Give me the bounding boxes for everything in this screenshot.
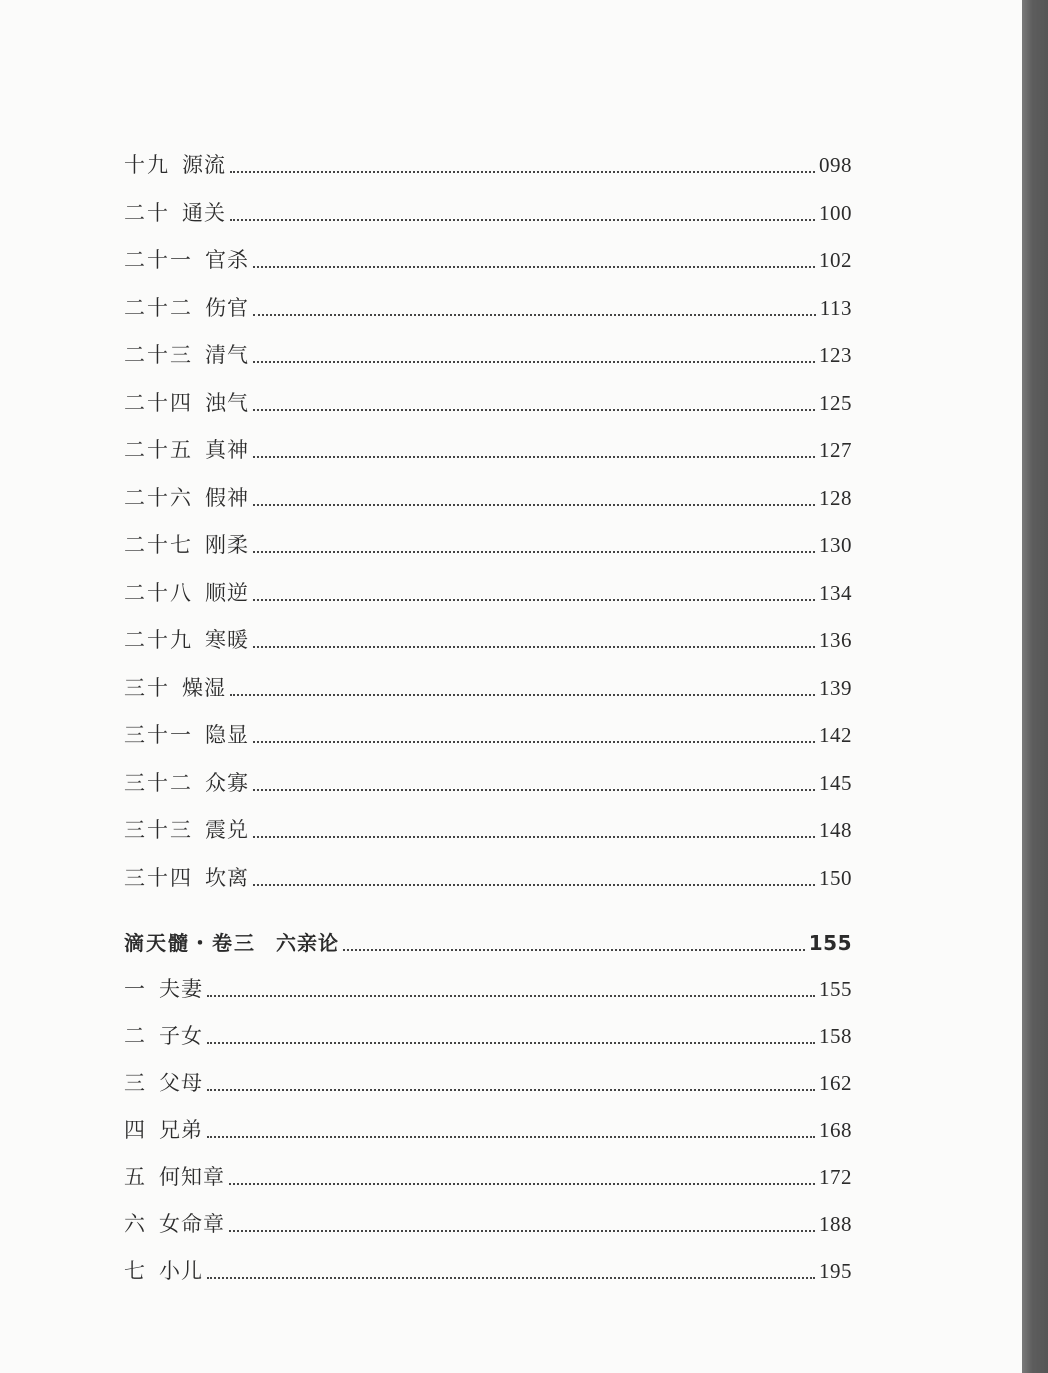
dot-leader <box>253 314 816 316</box>
entry-number: 二十 <box>124 201 170 225</box>
toc-entry[interactable] <box>124 1019 852 1049</box>
entry-page-number: 113 <box>819 296 852 320</box>
entry-title: 女命章 <box>159 1212 225 1236</box>
toc-entry[interactable] <box>124 243 852 273</box>
dot-leader <box>253 884 815 886</box>
scan-border <box>1022 0 1048 1373</box>
entry-number: 三 <box>124 1071 147 1095</box>
entry-number: 二十五 <box>124 438 193 462</box>
toc-entry[interactable] <box>124 196 852 226</box>
toc-entry[interactable] <box>124 576 852 606</box>
entry-page-number: 148 <box>819 818 852 842</box>
entry-number: 十九 <box>124 153 170 177</box>
entry-title: 隐显 <box>205 723 249 747</box>
entry-page-number: 127 <box>819 438 852 462</box>
entry-title: 燥湿 <box>182 676 226 700</box>
entry-title: 通关 <box>182 201 226 225</box>
entry-title: 源流 <box>182 153 226 177</box>
entry-page-number: 158 <box>819 1024 852 1048</box>
entry-page-number: 195 <box>819 1259 852 1283</box>
entry-title: 刚柔 <box>205 533 249 557</box>
entry-title: 清气 <box>205 343 249 367</box>
entry-title: 浊气 <box>205 391 249 415</box>
entry-number: 三十 <box>124 676 170 700</box>
dot-leader <box>253 646 815 648</box>
entry-title: 真神 <box>205 438 249 462</box>
entry-page-number: 145 <box>819 771 852 795</box>
dot-leader <box>230 171 815 173</box>
entry-title: 兄弟 <box>159 1118 203 1142</box>
toc-entry[interactable] <box>124 481 852 511</box>
entry-page-number: 130 <box>819 533 852 557</box>
entry-number: 二十三 <box>124 343 193 367</box>
entry-title: 官杀 <box>205 248 249 272</box>
toc-entry[interactable] <box>124 671 852 701</box>
entry-page-number: 172 <box>819 1165 852 1189</box>
dot-leader <box>253 361 815 363</box>
entry-page-number: 188 <box>819 1212 852 1236</box>
entry-number: 五 <box>124 1165 147 1189</box>
dot-leader <box>230 219 815 221</box>
dot-leader <box>253 741 815 743</box>
entry-title: 众寡 <box>205 771 249 795</box>
dot-leader <box>253 456 815 458</box>
entry-number: 三十三 <box>124 818 193 842</box>
dot-leader <box>229 1183 815 1185</box>
entry-page-number: 102 <box>819 248 852 272</box>
toc-entry[interactable] <box>124 528 852 558</box>
dot-leader <box>253 266 815 268</box>
dot-leader <box>253 599 815 601</box>
entry-title: 假神 <box>205 486 249 510</box>
toc-entry[interactable] <box>124 148 852 178</box>
dot-leader <box>207 1042 815 1044</box>
entry-page-number: 142 <box>819 723 852 747</box>
entry-number: 二 <box>124 1024 147 1048</box>
entry-page-number: 098 <box>819 153 852 177</box>
dot-leader <box>207 1089 815 1091</box>
toc-entry[interactable] <box>124 813 852 843</box>
entry-number: 二十九 <box>124 628 193 652</box>
entry-page-number: 123 <box>819 343 852 367</box>
toc-entry[interactable] <box>124 1113 852 1143</box>
entry-title: 子女 <box>159 1024 203 1048</box>
entry-title: 小儿 <box>159 1259 203 1283</box>
entry-number: 三十二 <box>124 771 193 795</box>
entry-number: 三十四 <box>124 866 193 890</box>
entry-number: 二十二 <box>124 296 193 320</box>
entry-page-number: 162 <box>819 1071 852 1095</box>
entry-title: 顺逆 <box>205 581 249 605</box>
dot-leader <box>207 1136 815 1138</box>
entry-page-number: 139 <box>819 676 852 700</box>
toc-entry[interactable] <box>124 766 852 796</box>
entry-number: 二十七 <box>124 533 193 557</box>
dot-leader <box>253 551 815 553</box>
entry-title: 寒暖 <box>205 628 249 652</box>
entry-number: 二十八 <box>124 581 193 605</box>
entry-title: 坎离 <box>205 866 249 890</box>
dot-leader <box>343 949 805 951</box>
dot-leader <box>253 789 815 791</box>
entry-title: 父母 <box>159 1071 203 1095</box>
entry-page-number: 150 <box>819 866 852 890</box>
section-page-number: 155 <box>808 931 852 955</box>
toc-entry[interactable] <box>124 623 852 653</box>
entry-number: 二十四 <box>124 391 193 415</box>
toc-entry[interactable] <box>124 1160 852 1190</box>
entry-title: 伤官 <box>205 296 249 320</box>
entry-page-number: 100 <box>819 201 852 225</box>
toc-section-heading[interactable] <box>124 926 852 956</box>
toc-entry[interactable] <box>124 972 852 1002</box>
entry-page-number: 134 <box>819 581 852 605</box>
dot-leader <box>207 1277 815 1279</box>
entry-number: 二十六 <box>124 486 193 510</box>
toc-entry[interactable] <box>124 433 852 463</box>
toc-entry[interactable] <box>124 1254 852 1284</box>
entry-number: 六 <box>124 1212 147 1236</box>
entry-page-number: 168 <box>819 1118 852 1142</box>
toc-entry[interactable] <box>124 291 852 321</box>
entry-page-number: 125 <box>819 391 852 415</box>
entry-page-number: 128 <box>819 486 852 510</box>
toc-entry[interactable] <box>124 1066 852 1096</box>
entry-number: 四 <box>124 1118 147 1142</box>
toc-entry[interactable] <box>124 861 852 891</box>
toc-entry[interactable] <box>124 718 852 748</box>
dot-leader <box>253 504 815 506</box>
dot-leader <box>230 694 815 696</box>
entry-title: 夫妻 <box>159 977 203 1001</box>
entry-number: 二十一 <box>124 248 193 272</box>
toc-entry[interactable] <box>124 386 852 416</box>
toc-entry[interactable] <box>124 338 852 368</box>
dot-leader <box>253 409 815 411</box>
entry-number: 七 <box>124 1259 147 1283</box>
dot-leader <box>253 836 815 838</box>
dot-leader <box>229 1230 815 1232</box>
entry-number: 一 <box>124 977 147 1001</box>
dot-leader <box>207 995 815 997</box>
entry-title: 震兑 <box>205 818 249 842</box>
section-title: 六亲论 <box>276 931 339 955</box>
entry-page-number: 136 <box>819 628 852 652</box>
toc-entry[interactable] <box>124 1207 852 1237</box>
entry-number: 三十一 <box>124 723 193 747</box>
entry-title: 何知章 <box>159 1165 225 1189</box>
entry-page-number: 155 <box>819 977 852 1001</box>
section-book-title: 滴天髓・卷三 <box>124 931 256 955</box>
